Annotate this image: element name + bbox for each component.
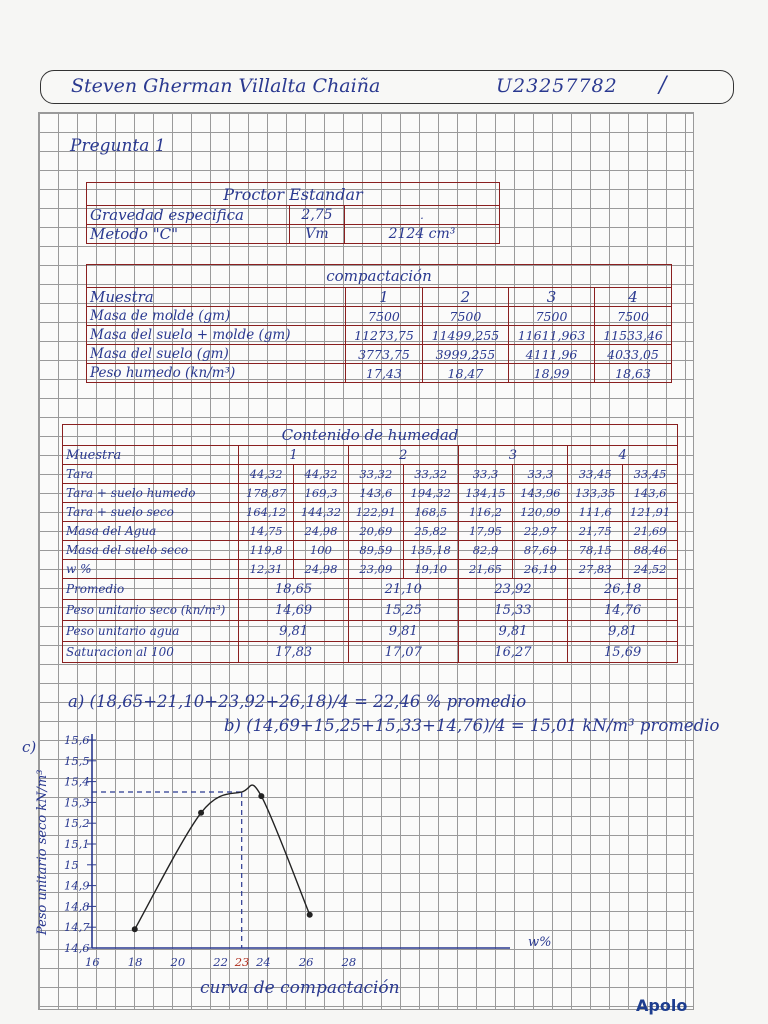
compaction-cell: 7500 (422, 307, 508, 326)
compaction-sample-header: 4 (595, 288, 672, 307)
answer-b: b) (14,69+15,25+15,33+14,76)/4 = 15,01 kN/m³ promedio (224, 716, 720, 735)
moisture-cell: 21,65 (458, 560, 513, 579)
compaction-row-label: Peso humedo (kn/m³) (87, 364, 346, 383)
moisture-summary-cell: 18,65 (239, 579, 349, 600)
moisture-cell: 17,95 (458, 522, 513, 541)
answer-c-label: c) (22, 738, 37, 756)
moisture-sample-header: 1 (239, 446, 349, 465)
moisture-summary-label: Saturacion al 100 (63, 642, 239, 663)
y-tick-label: 14,6 (64, 941, 90, 955)
compaction-cell: 3773,75 (346, 345, 423, 364)
proctor-row-label: Metodo "C" (87, 225, 290, 244)
moisture-cell: 178,87 (239, 484, 294, 503)
proctor-title: Proctor Estandar (87, 183, 500, 206)
moisture-cell: 164,12 (239, 503, 294, 522)
moisture-cell: 20,69 (348, 522, 403, 541)
x-axis-label: w% (528, 935, 552, 950)
moisture-summary-cell: 17,07 (348, 642, 458, 663)
moisture-cell: 26,19 (513, 560, 568, 579)
chart-title: curva de compactación (200, 978, 400, 998)
moisture-cell: 111,6 (568, 503, 623, 522)
moisture-label-header: Muestra (63, 446, 239, 465)
compaction-cell: 11273,75 (346, 326, 423, 345)
moisture-cell: 33,45 (568, 465, 623, 484)
moisture-cell: 22,97 (513, 522, 568, 541)
moisture-cell: 33,3 (513, 465, 568, 484)
moisture-cell: 33,45 (623, 465, 678, 484)
y-tick-label: 14,8 (64, 899, 90, 914)
x-tick-label: 23 (234, 955, 250, 969)
x-tick-label: 16 (85, 955, 100, 969)
compaction-row-label: Masa de molde (gm) (87, 307, 346, 326)
moisture-cell: 44,32 (294, 465, 349, 484)
x-tick-label: 28 (341, 955, 357, 969)
moisture-summary-cell: 26,18 (568, 579, 678, 600)
compaction-cell: 3999,255 (422, 345, 508, 364)
y-axis-label: Peso unitario seco kN/m³ (35, 769, 50, 935)
moisture-summary-cell: 15,33 (458, 600, 568, 621)
y-tick-label: 15,1 (64, 837, 90, 851)
proctor-row-value: Vm (290, 225, 345, 244)
moisture-summary-cell: 9,81 (458, 621, 568, 642)
moisture-cell: 143,6 (623, 484, 678, 503)
moisture-cell: 24,98 (294, 522, 349, 541)
moisture-summary-cell: 17,83 (239, 642, 349, 663)
moisture-sample-header: 3 (458, 446, 568, 465)
compaction-title: compactación (87, 265, 672, 288)
moisture-cell: 27,83 (568, 560, 623, 579)
data-point (198, 810, 204, 816)
question-title: Pregunta 1 (70, 136, 166, 156)
moisture-cell: 44,32 (239, 465, 294, 484)
moisture-cell: 21,69 (623, 522, 678, 541)
moisture-cell: 119,8 (239, 541, 294, 560)
proctor-row-extra: 2124 cm³ (345, 225, 500, 244)
moisture-summary-cell: 14,76 (568, 600, 678, 621)
compaction-cell: 7500 (508, 307, 594, 326)
moisture-cell: 169,3 (294, 484, 349, 503)
moisture-cell: 134,15 (458, 484, 513, 503)
y-tick-label: 15,4 (64, 774, 90, 789)
moisture-cell: 144,32 (294, 503, 349, 522)
compaction-cell: 18,99 (508, 364, 594, 383)
moisture-cell: 19,10 (403, 560, 458, 579)
data-point (132, 926, 138, 932)
proctor-row-label: Gravedad especifica (87, 206, 290, 225)
x-tick-label: 20 (170, 955, 186, 969)
moisture-cell: 168,5 (403, 503, 458, 522)
x-tick-label: 24 (256, 955, 271, 969)
moisture-summary-cell: 9,81 (348, 621, 458, 642)
moisture-cell: 87,69 (513, 541, 568, 560)
apolo-logo: Apolo (636, 996, 688, 1015)
moisture-title: Contenido de humedad (63, 425, 678, 446)
moisture-cell: 135,18 (403, 541, 458, 560)
compaction-cell: 7500 (595, 307, 672, 326)
moisture-cell: 121,91 (623, 503, 678, 522)
moisture-summary-cell: 23,92 (458, 579, 568, 600)
moisture-sample-header: 2 (348, 446, 458, 465)
compaction-curve-line (135, 785, 310, 929)
y-tick-label: 15,3 (64, 795, 90, 810)
moisture-cell: 78,15 (568, 541, 623, 560)
x-tick-label: 26 (298, 955, 314, 969)
moisture-cell: 133,35 (568, 484, 623, 503)
moisture-cell: 33,3 (458, 465, 513, 484)
compaction-label-header: Muestra (87, 288, 346, 307)
y-tick-label: 15,2 (64, 816, 90, 831)
moisture-cell: 12,31 (239, 560, 294, 579)
moisture-cell: 24,52 (623, 560, 678, 579)
compaction-sample-header: 3 (508, 288, 594, 307)
compaction-cell: 11611,963 (508, 326, 594, 345)
moisture-row-label: w % (63, 560, 239, 579)
moisture-cell: 116,2 (458, 503, 513, 522)
moisture-summary-cell: 9,81 (568, 621, 678, 642)
compaction-cell: 18,47 (422, 364, 508, 383)
moisture-cell: 21,75 (568, 522, 623, 541)
moisture-row-label: Tara + suelo humedo (63, 484, 239, 503)
compaction-row-label: Masa del suelo (gm) (87, 345, 346, 364)
y-tick-label: 15,5 (64, 753, 90, 768)
moisture-summary-label: Peso unitario seco (kn/m³) (63, 600, 239, 621)
y-tick-label: 14,7 (64, 920, 90, 935)
student-name: Steven Gherman Villalta Chaiña (71, 75, 381, 97)
moisture-summary-cell: 15,69 (568, 642, 678, 663)
moisture-row-label: Masa del suelo seco (63, 541, 239, 560)
moisture-cell: 14,75 (239, 522, 294, 541)
compaction-cell: 11533,46 (595, 326, 672, 345)
student-code: U23257782 (496, 75, 618, 97)
moisture-cell: 33,32 (348, 465, 403, 484)
moisture-summary-cell: 16,27 (458, 642, 568, 663)
moisture-summary-cell: 15,25 (348, 600, 458, 621)
moisture-cell: 33,32 (403, 465, 458, 484)
data-point (258, 793, 264, 799)
moisture-summary-label: Promedio (63, 579, 239, 600)
compaction-sample-header: 1 (346, 288, 423, 307)
moisture-cell: 100 (294, 541, 349, 560)
moisture-cell: 23,09 (348, 560, 403, 579)
moisture-cell: 25,82 (403, 522, 458, 541)
moisture-cell: 143,6 (348, 484, 403, 503)
compaction-cell: 7500 (346, 307, 423, 326)
moisture-row-label: Tara (63, 465, 239, 484)
proctor-row-extra: . (345, 206, 500, 225)
compaction-sample-header: 2 (422, 288, 508, 307)
y-tick-label: 15,6 (64, 733, 90, 747)
moisture-cell: 89,59 (348, 541, 403, 560)
moisture-cell: 88,46 (623, 541, 678, 560)
moisture-row-label: Masa del Agua (63, 522, 239, 541)
moisture-cell: 122,91 (348, 503, 403, 522)
x-tick-label: 18 (127, 955, 143, 969)
proctor-row-value: 2,75 (290, 206, 345, 225)
moisture-cell: 82,9 (458, 541, 513, 560)
check-mark: / (659, 73, 667, 98)
y-tick-label: 15 (64, 857, 79, 872)
compaction-cell: 17,43 (346, 364, 423, 383)
data-point (307, 912, 313, 918)
moisture-summary-cell: 21,10 (348, 579, 458, 600)
compaction-cell: 18,63 (595, 364, 672, 383)
moisture-cell: 120,99 (513, 503, 568, 522)
moisture-summary-label: Peso unitario agua (63, 621, 239, 642)
moisture-summary-cell: 14,69 (239, 600, 349, 621)
moisture-summary-cell: 9,81 (239, 621, 349, 642)
compaction-cell: 11499,255 (422, 326, 508, 345)
compaction-row-label: Masa del suelo + molde (gm) (87, 326, 346, 345)
answer-a: a) (18,65+21,10+23,92+26,18)/4 = 22,46 % promedio (68, 692, 527, 711)
moisture-row-label: Tara + suelo seco (63, 503, 239, 522)
moisture-sample-header: 4 (568, 446, 678, 465)
x-tick-label: 22 (213, 955, 228, 969)
moisture-cell: 24,98 (294, 560, 349, 579)
compaction-cell: 4111,96 (508, 345, 594, 364)
moisture-cell: 143,96 (513, 484, 568, 503)
moisture-cell: 194,32 (403, 484, 458, 503)
compaction-cell: 4033,05 (595, 345, 672, 364)
y-tick-label: 14,9 (64, 878, 90, 893)
